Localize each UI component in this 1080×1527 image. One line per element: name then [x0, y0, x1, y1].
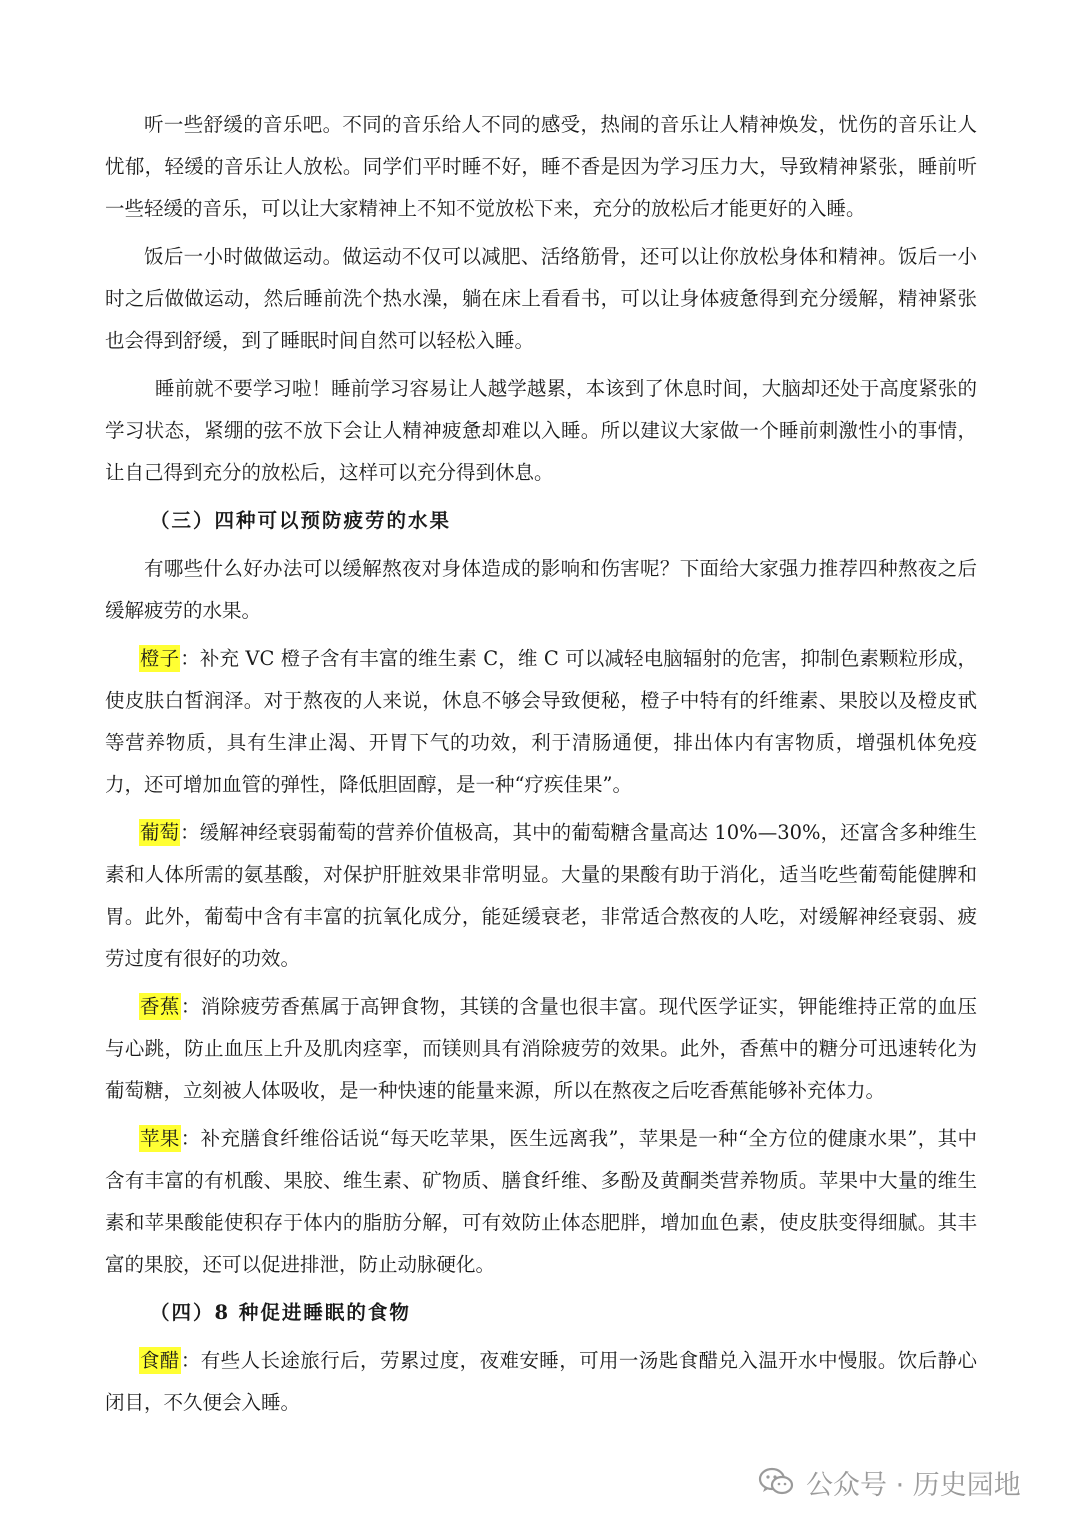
fruit-banana — [105, 986, 977, 1112]
paragraph-music: 听一些舒缓的音乐吧。不同的音乐给人不同的感受，热闹的音乐让人精神焕发，忧伤的音乐让人忧郁，轻缓的音乐让人放松。同学们平时睡不好，睡不香是因为学习压力大，导致精神紧张，睡前听一些轻缓的音乐，可以让大家精神上不知不觉放松下来，充分的放松后才能更好的入睡。 — [105, 113, 977, 220]
fruit-apple — [105, 1118, 977, 1286]
watermark — [758, 1462, 1021, 1502]
paragraph-fruits-intro: 有哪些什么好办法可以缓解熬夜对身体造成的影响和伤害呢？下面给大家强力推荐四种熬夜之后缓解疲劳的水果。 — [105, 557, 977, 622]
food-vinegar — [105, 1340, 977, 1424]
fruit-description: ：消除疲劳香蕉属于高钾食物，其镁的含量也很丰富。现代医学证实，钾能维持正常的血压与心跳，防止血压上升及肌肉痉挛，而镁则具有消除疲劳的效果。此外，香蕉中的糖分可迅速转化为葡萄糖，立刻被人体吸收，是一种快速的能量来源，所以在熬夜之后吃香蕉能够补充体力。 — [105, 995, 977, 1102]
highlight-term: 苹果 — [140, 1127, 180, 1150]
paragraph-exercise: 饭后一小时做做运动。做运动不仅可以减肥、活络筋骨，还可以让你放松身体和精神。饭后一小时之后做做运动，然后睡前洗个热水澡，躺在床上看看书，可以让身体疲惫得到充分缓解，精神紧张也会得到舒缓，到了睡眠时间自然可以轻松入睡。 — [105, 245, 977, 352]
fruit-description: ：补充膳食纤维俗话说“每天吃苹果，医生远离我”，苹果是一种“全方位的健康水果”，其中含有丰富的有机酸、果胶、维生素、矿物质、膳食纤维、多酚及黄酮类营养物质。苹果中大量的维生素和苹果酸能使积存于体内的脂肪分解，可有效防止体态肥胖，增加血色素，使皮肤变得细腻。其丰富的果胶，还可以促进排泄，防止动脉硬化。 — [105, 1127, 977, 1276]
wechat-icon — [758, 1467, 794, 1497]
section-heading-fruits: （三）四种可以预防疲劳的水果 — [150, 509, 452, 532]
highlight-term: 葡萄 — [140, 821, 180, 844]
fruit-description: ：缓解神经衰弱葡萄的营养价值极高，其中的葡萄糖含量高达 10%—30%，还富含多种维生素和人体所需的氨基酸，对保护肝脏效果非常明显。大量的果酸有助于消化，适当吃些葡萄能健脾和胃。此外，葡萄中含有丰富的抗氧化成分，能延缓衰老，非常适合熬夜的人吃，对缓解神经衰弱、疲劳过度有很好的功效。 — [105, 821, 977, 970]
highlight-term: 食醋 — [140, 1349, 180, 1372]
fruit-orange — [105, 638, 977, 806]
fruit-description: ：补充 VC 橙子含有丰富的维生素 C，维 C 可以减轻电脑辐射的危害，抑制色素颗粒形成，使皮肤白皙润泽。对于熬夜的人来说，休息不够会导致便秘，橙子中特有的纤维素、果胶以及橙皮甙等营养物质，具有生津止渴、开胃下气的功效，利于清肠通便，排出体内有害物质，增强机体免疫力，还可增加血管的弹性，降低胆固醇，是一种“疗疾佳果”。 — [105, 647, 977, 796]
section-heading-sleep-foods: （四）8 种促进睡眠的食物 — [150, 1301, 411, 1324]
document-body — [105, 104, 977, 1430]
watermark-text: 公众号 · 历史园地 — [806, 1469, 1021, 1501]
paragraph-no-study: 睡前就不要学习啦！睡前学习容易让人越学越累，本该到了休息时间，大脑却还处于高度紧张的学习状态，紧绷的弦不放下会让人精神疲惫却难以入睡。所以建议大家做一个睡前刺激性小的事情，让自己得到充分的放松后，这样可以充分得到休息。 — [105, 377, 977, 484]
fruit-grape — [105, 812, 977, 980]
highlight-term: 香蕉 — [140, 995, 180, 1018]
highlight-term: 橙子 — [140, 647, 180, 670]
food-description: ：有些人长途旅行后，劳累过度，夜难安睡，可用一汤匙食醋兑入温开水中慢服。饮后静心闭目，不久便会入睡。 — [105, 1349, 977, 1414]
